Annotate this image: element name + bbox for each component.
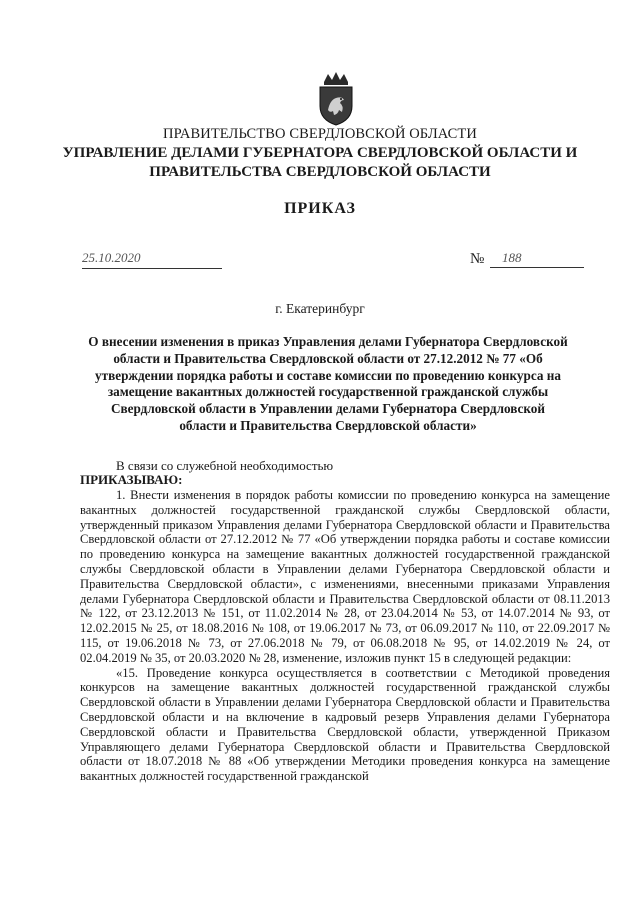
paragraph-1: 1. Внести изменения в порядок работы комиссии по проведению конкурса на замещение вакантных должностей государственной гражданской службы Свердловской области, утвержденный приказом Управления делами Губернатора Свердловской области и Правительства Свердловской области от 27.12.2012 № 77 «Об утверждении порядка работы и составе комиссии по проведению конкурса на замещение вакантных должностей государственной гражданской службы Свердловской области в Управлении делами Губернатора Свердловской области и Правительства Свердловской области», с изменениями, внесенными приказами Управления делами Губернатора Свердловской области и Правительства Свердловской области от 08.11.2013 № 122, от 23.12.2013 № 151, от 11.02.2014 № 28, от 23.04.2014 № 53, от 14.07.2014 № 93, от 12.02.2015 № 25, от 18.08.2016 № 108, от 19.06.2017 № 73, от 06.09.2017 № 110, от 22.09.2017 № 115, от 19.06.2018 № 73, от 27.06.2018 № 79, от 06.08.2018 № 95, от 14.02.2019 № 24, от 02.04.2019 № 35, от 20.03.2020 № 28, изменение, изложив пункт 15 в следующей редакции:	[80, 488, 610, 665]
city-line: г. Екатеринбург	[275, 301, 365, 316]
sverdlovsk-coat-of-arms-icon	[314, 70, 358, 126]
paragraph-2: «15. Проведение конкурса осуществляется в соответствии с Методикой проведения конкурсов на замещение вакантных должностей государственной гражданской службы Свердловской области в Управлении делами Губернатора Свердловской области и Правительства Свердловской области и на включение в кадровый резерв Управления делами Губернатора Свердловской области и Правительства Свердловской области, утвержденной Приказом Управляющего делами Губернатора Свердловской области и Правительства Свердловской области от 18.07.2018 № 88 «Об утверждении Методики проведения конкурса на замещение вакантных должностей государственной гражданской	[80, 665, 610, 784]
order-number-field: 188	[490, 250, 584, 268]
order-date-field: 25.10.2020	[82, 250, 222, 269]
preamble: В связи со служебной необходимостью	[116, 458, 334, 473]
document-type: ПРИКАЗ	[284, 200, 356, 217]
department-name: УПРАВЛЕНИЕ ДЕЛАМИ ГУБЕРНАТОРА СВЕРДЛОВСКОЙ ОБЛАСТИ И ПРАВИТЕЛЬСТВА СВЕРДЛОВСКОЙ ОБЛАСТИ	[62, 145, 578, 180]
order-body	[80, 488, 610, 784]
government-name: ПРАВИТЕЛЬСТВО СВЕРДЛОВСКОЙ ОБЛАСТИ	[163, 126, 477, 142]
order-number-label: №	[470, 251, 485, 267]
order-keyword: ПРИКАЗЫВАЮ:	[80, 472, 183, 487]
order-title: О внесении изменения в приказ Управления делами Губернатора Свердловской области и Правительства Свердловской области от 27.12.2012 № 77 «Об утверждении порядка работы и составе комиссии по проведению конкурса на замещение вакантных должностей государственной гражданской службы Свердловской области в Управлении делами Губернатора Свердловской области и Правительства Свердловской области»	[88, 334, 568, 433]
